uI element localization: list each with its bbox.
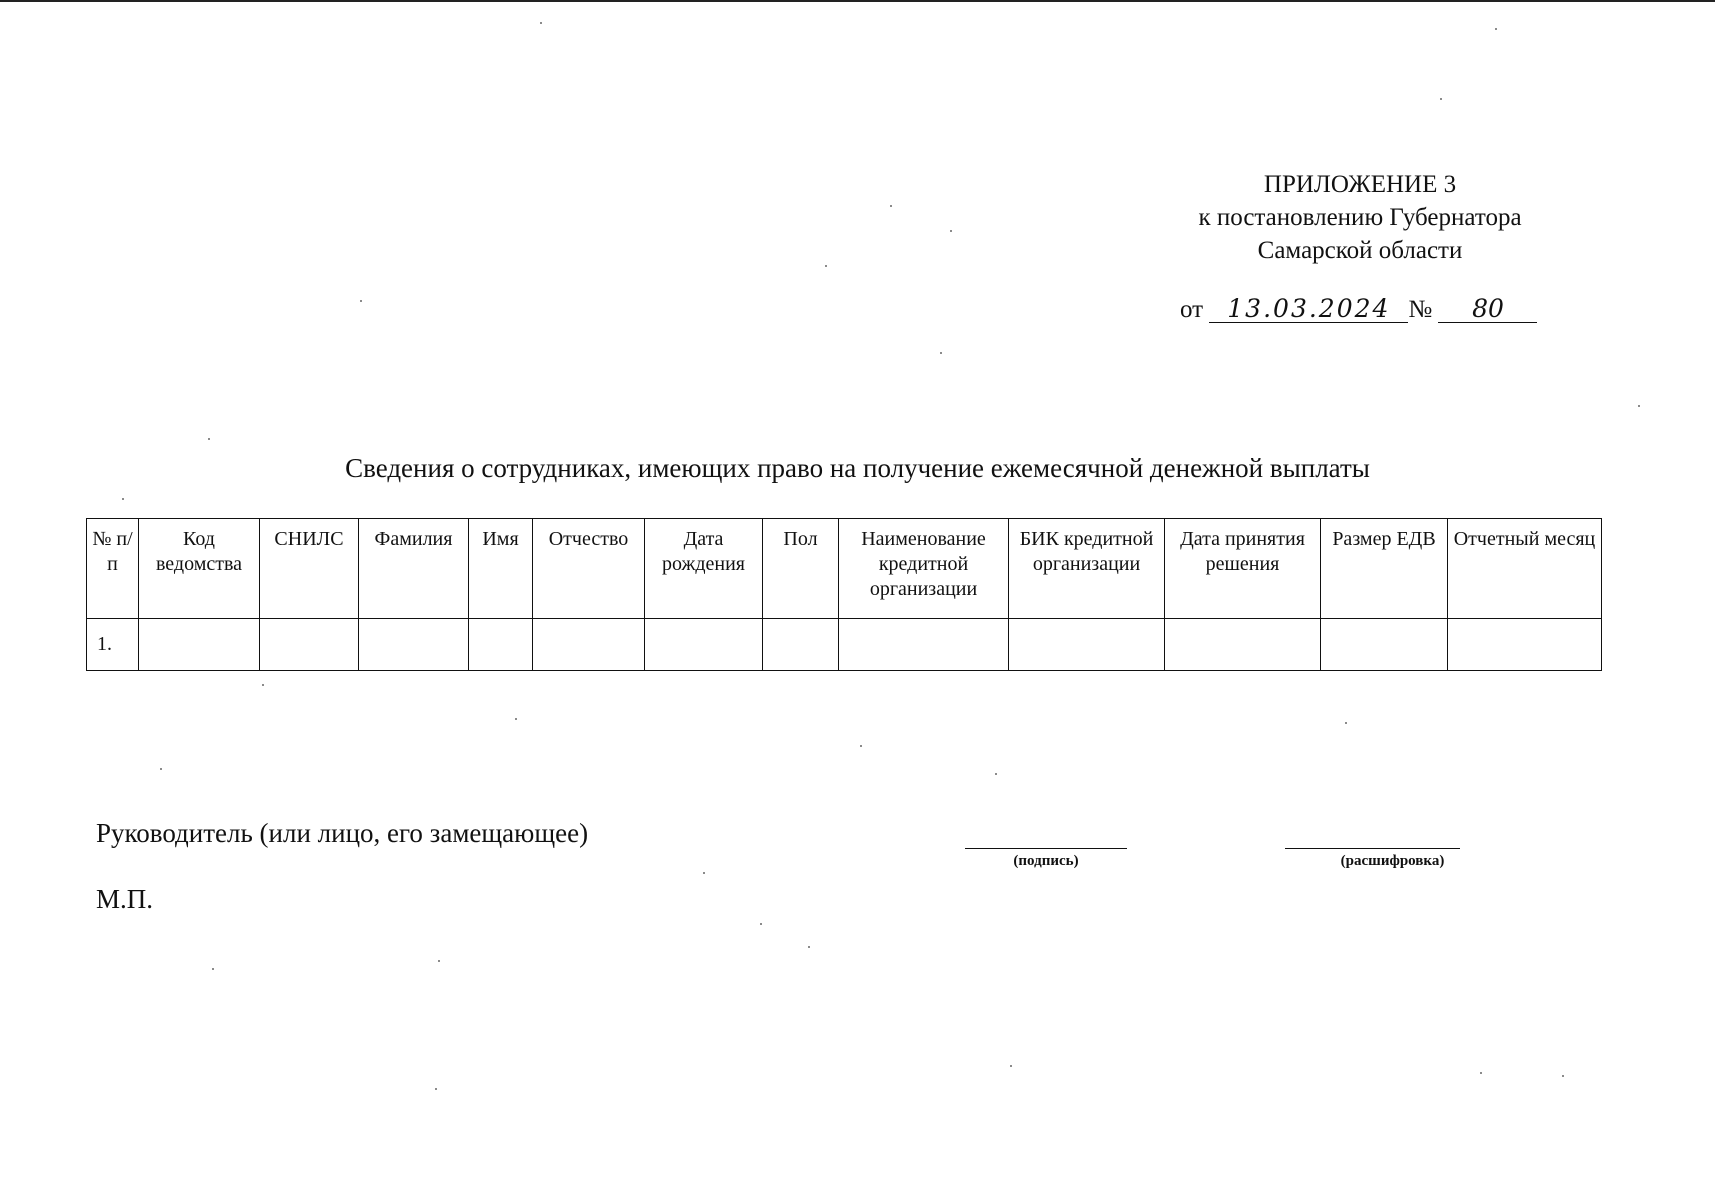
scan-speck — [540, 22, 542, 24]
column-header: Отчество — [533, 519, 645, 619]
column-header: Код ведомства — [139, 519, 260, 619]
scan-speck — [212, 968, 214, 970]
scan-speck — [1638, 405, 1640, 407]
page-top-edge — [0, 0, 1715, 2]
table-cell — [1009, 619, 1165, 671]
scan-speck — [890, 205, 892, 207]
scan-speck — [208, 438, 210, 440]
scan-speck — [825, 265, 827, 267]
signature-caption: (подпись) — [1013, 853, 1079, 869]
document-title: Сведения о сотрудниках, имеющих право на получение ежемесячной денежной выплаты — [345, 453, 1370, 483]
scan-speck — [360, 300, 362, 302]
column-header: СНИЛС — [260, 519, 359, 619]
scan-speck — [950, 230, 952, 232]
table-body — [87, 619, 1602, 671]
decree-date: 13.03.2024 — [1209, 296, 1408, 323]
scan-speck — [860, 745, 862, 747]
scan-speck — [1495, 28, 1497, 30]
signer-label: Руководитель (или лицо, его замещающее) — [96, 818, 589, 848]
employee-table — [86, 518, 1602, 671]
scan-speck — [515, 718, 517, 720]
table-cell — [260, 619, 359, 671]
scan-speck — [1010, 1065, 1012, 1067]
scan-speck — [1345, 722, 1347, 724]
decree-number: 80 — [1438, 296, 1537, 323]
signature-line — [965, 848, 1127, 849]
table-header-row — [87, 519, 1602, 619]
column-header: Дата рождения — [645, 519, 763, 619]
table-cell — [763, 619, 839, 671]
stamp-label: М.П. — [96, 884, 154, 914]
table-cell — [839, 619, 1009, 671]
table-cell — [645, 619, 763, 671]
decree-reference-line: к постановлению Губернатора — [1198, 204, 1522, 231]
scan-speck — [703, 872, 705, 874]
column-header: Имя — [469, 519, 533, 619]
column-header: Дата принятия решения — [1165, 519, 1321, 619]
scan-speck — [262, 684, 264, 686]
scan-speck — [122, 498, 124, 500]
table-cell — [1321, 619, 1448, 671]
table-cell — [1448, 619, 1602, 671]
column-header: Фамилия — [359, 519, 469, 619]
scan-speck — [438, 960, 440, 962]
scan-speck — [1562, 1075, 1564, 1077]
scan-speck — [760, 923, 762, 925]
table-cell — [1165, 619, 1321, 671]
row-number-cell: 1. — [87, 619, 139, 671]
signature-field — [965, 848, 1127, 870]
scan-speck — [1480, 1072, 1482, 1074]
decree-number-label: № — [1408, 296, 1433, 323]
scan-speck — [160, 768, 162, 770]
column-header: БИК кредитной организации — [1009, 519, 1165, 619]
scan-speck — [995, 773, 997, 775]
region-line: Самарской области — [1257, 237, 1463, 264]
name-decoding-line — [1285, 848, 1460, 849]
decree-date-number — [1180, 296, 1537, 324]
table-cell — [139, 619, 260, 671]
table-cell — [533, 619, 645, 671]
scan-speck — [1440, 98, 1442, 100]
column-header: Наименование кредитной организации — [839, 519, 1009, 619]
decree-from-label: от — [1180, 296, 1204, 323]
column-header: № п/п — [87, 519, 139, 619]
name-decoding-field — [1285, 848, 1460, 870]
column-header: Отчетный месяц — [1448, 519, 1602, 619]
column-header: Пол — [763, 519, 839, 619]
scan-speck — [435, 1088, 437, 1090]
table-cell — [469, 619, 533, 671]
appendix-heading: ПРИЛОЖЕНИЕ 3 — [1263, 171, 1457, 198]
scan-speck — [808, 946, 810, 948]
approval-block — [1150, 168, 1570, 267]
column-header: Размер ЕДВ — [1321, 519, 1448, 619]
table-row — [87, 619, 1602, 671]
name-decoding-caption: (расшифровка) — [1340, 853, 1445, 869]
scan-speck — [940, 352, 942, 354]
table-cell — [359, 619, 469, 671]
